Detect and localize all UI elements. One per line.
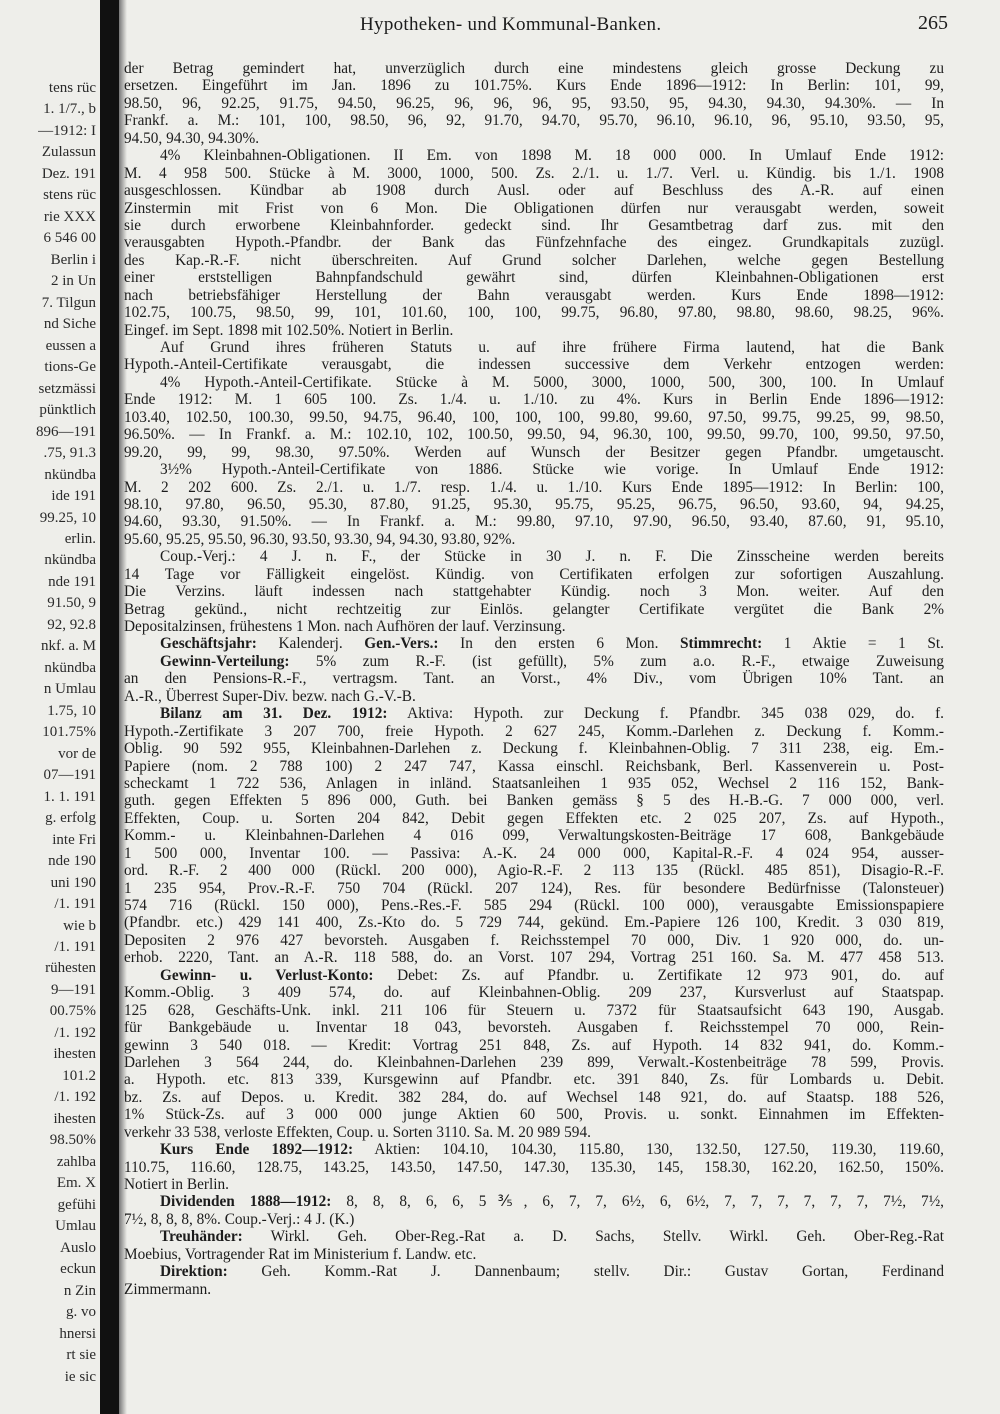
facing-page-text-fragment: zahlba	[56, 1153, 96, 1170]
text-segment: 1 500 000, Inventar 100. — Passiva: A.-K. 24 000 000, Kapital-R.-F. 4 024 954, ausser-	[124, 844, 944, 862]
text-segment: 102.75, 100.75, 98.50, 99, 101, 101.60, 100, 100, 99.75, 96.80, 97.80, 98.80, 98.60, 98.25, 96%.	[124, 304, 944, 322]
text-segment: bz. Zs. auf Depos. u. Kredit. 382 284, do. auf Wechsel 148 921, do. auf Staatsp. 188 526,	[124, 1088, 944, 1106]
text-segment: Ende 1912: M. 1 605 100. Zs. 1./4. u. 1./10. zu 4%. Kurs in Berlin Ende 1896—1912:	[124, 391, 944, 409]
text-line	[124, 1106, 944, 1123]
facing-page-text-fragment: 98.50%	[49, 1132, 96, 1149]
text-line	[124, 845, 944, 862]
facing-page-text-fragment: 2 in Un	[51, 273, 96, 290]
text-line	[124, 234, 944, 251]
text-segment: der Betrag gemindert hat, unverzüglich durch eine mindestens gleich grosse Deckung zu	[124, 60, 944, 77]
facing-page-text-fragment: 00.75%	[49, 1003, 96, 1020]
text-line	[124, 827, 944, 844]
text-segment: 5% zum R.-F. (ist gefüllt), 5% zum a.o. R.-F., etwaige Zuweisung	[289, 652, 944, 670]
text-segment: ausgeschlossen. Kündbar ab 1908 durch Ausl. oder auf Beschluss des A.-R. auf einen	[124, 182, 944, 200]
facing-page-text-fragment: eussen a	[45, 337, 96, 354]
facing-page-text-fragment: Zulassun	[41, 144, 96, 161]
text-segment: für Bankgebäude u. Inventar 18 043, bevorsteh. Ausgaben f. Reichsstempel 70 000, Rein-	[124, 1019, 944, 1037]
section-heading: Treuhänder:	[160, 1228, 243, 1246]
text-segment: 94.60, 93.30, 91.50%. — In Frankf. a. M.: 99.80, 97.10, 97.90, 96.50, 93.40, 87.60, 91, 95.10,	[124, 513, 944, 531]
text-segment: M. 2 202 600. Zs. 2./1. u. 1./7. resp. 1./4. u. 1./10. Kurs Ende 1895—1912: In Berlin: 100,	[124, 478, 944, 496]
section-heading: Gewinn- u. Verlust-Konto:	[160, 966, 374, 984]
text-segment: Moebius, Vortragender Rat im Ministerium f. Landw. etc.	[124, 1245, 477, 1263]
facing-page-text-fragment: stens rüc	[43, 187, 96, 204]
text-segment: 103.40, 102.50, 100.30, 99.50, 94.75, 96.40, 100, 100, 100, 99.80, 99.60, 97.50, 99.75, 99.25, 99, 98.50,	[124, 408, 944, 426]
text-line	[124, 1246, 944, 1263]
text-line	[124, 810, 944, 827]
facing-page-text-fragment: 07—191	[43, 767, 96, 784]
text-segment: Komm.- u. Kleinbahnen-Darlehen 4 016 099, Verwaltungskosten-Beiträge 17 608, Bankgebäude	[124, 827, 944, 845]
facing-page-text-fragment: Auslo	[60, 1239, 96, 1256]
text-line	[124, 566, 944, 583]
text-segment: verkehr 33 538, verloste Effekten, Coup. u. Sorten 3110. Sa. M. 20 989 594.	[124, 1123, 591, 1141]
text-segment: Komm.-Oblig. 3 409 574, do. auf Kleinbahnen-Oblig. 209 237, Kursverlust auf Staatspap.	[124, 984, 944, 1002]
section-heading: Gewinn-Verteilung:	[160, 652, 290, 670]
text-line	[124, 880, 944, 897]
text-line	[124, 1281, 944, 1298]
facing-page-text-fragment: ihesten	[53, 1110, 96, 1127]
facing-page-text-fragment: —1912: I	[38, 122, 96, 139]
facing-page-text-fragment: vor de	[58, 745, 96, 762]
text-line	[124, 723, 944, 740]
facing-page-text-fragment: setzmässi	[38, 380, 96, 397]
text-segment: 1% Stück-Zs. auf 3 000 000 junge Aktien 60 500, Provis. u. sonkt. Einnahmen im Effekten-	[124, 1106, 944, 1124]
text-line	[124, 949, 944, 966]
text-segment: Kalenderj.	[256, 635, 365, 653]
text-line	[124, 409, 944, 426]
facing-page-text-fragment: Em. X	[56, 1175, 96, 1192]
text-line	[124, 426, 944, 443]
facing-page-text-fragment: 91.50, 9	[47, 595, 96, 612]
text-line	[124, 705, 944, 722]
text-line	[124, 479, 944, 496]
facing-page-text-fragment: nkündba	[44, 466, 96, 483]
text-line	[124, 897, 944, 914]
facing-page-text-fragment: .75, 91.3	[43, 445, 96, 462]
text-segment: 96.50%. — In Frankf. a. M.: 102.10, 102, 100.50, 99.50, 94, 96.30, 100, 99.50, 99.70, 100, 99.50, 97.50,	[124, 426, 944, 444]
text-segment: Effekten, Coup. u. Sorten 204 842, Debit gegen Effekten etc. 2 025 207, Zs. auf Hypoth.,	[124, 809, 944, 827]
facing-page-text-fragment: pünktlich	[39, 402, 96, 419]
section-heading: Direktion:	[160, 1263, 228, 1281]
text-segment: Darlehen 3 564 244, do. Kleinbahnen-Darlehen 239 899, Verwalt.-Kostenbeiträge 78 599, Provis.	[124, 1053, 944, 1071]
text-segment: scheckamt 1 722 536, Anlagen in inländ. Staatsanleihen 1 935 052, Wechsel 2 116 152, Bank-	[124, 774, 944, 792]
text-line	[124, 914, 944, 931]
text-line	[124, 792, 944, 809]
text-line	[124, 374, 944, 391]
text-segment: Eingef. im Sept. 1898 mit 102.50%. Notiert in Berlin.	[124, 321, 454, 339]
text-line	[124, 444, 944, 461]
text-line	[124, 1176, 944, 1193]
facing-page-text-fragment: /1. 191	[54, 896, 96, 913]
text-line	[124, 496, 944, 513]
facing-page-text-fragment: erlin.	[64, 530, 96, 547]
text-line	[124, 356, 944, 373]
text-segment: Depositen 2 976 427 bevorsteh. Ausgaben f. Reichsstempel 70 000, Div. 1 920 000, do. un-	[124, 931, 944, 949]
section-heading: Dividenden 1888—1912:	[160, 1193, 332, 1211]
text-line	[124, 1071, 944, 1088]
facing-page-text-fragment: 1. 1. 191	[43, 788, 96, 805]
text-segment: Coup.-Verj.: 4 J. n. F., der Stücke in 30 J. n. F. Die Zinsscheine werden bereits	[160, 548, 944, 566]
text-line	[124, 531, 944, 548]
facing-page-text-fragment: /1. 192	[54, 1024, 96, 1041]
text-segment: Depositalzinsen, frühestens 1 Mon. nach Aufhören der lauf. Verzinsung.	[124, 618, 566, 635]
text-segment: Frankf. a. M.: 101, 100, 98.50, 96, 92, 91.70, 94.70, 95.70, 96.10, 96.10, 96, 95.10, 93.50, 95,	[124, 112, 944, 130]
text-line	[124, 252, 944, 269]
facing-page-fragment	[0, 80, 100, 1400]
text-line	[124, 583, 944, 600]
section-heading: Stimmrecht:	[680, 635, 763, 653]
text-line	[124, 601, 944, 618]
text-line	[124, 1089, 944, 1106]
text-line	[124, 461, 944, 478]
text-segment: an den Pensions-R.-F., vertragsm. Tant. an Vorst., 4% Div., vom Übrigen 10% Tant. an	[124, 670, 944, 688]
text-segment: 8, 8, 8, 6, 6, 5⅗, 6, 7, 7, 6½, 6, 6½, 7, 7, 7, 7, 7, 7, 7½, 7½,	[331, 1193, 944, 1211]
text-line	[124, 688, 944, 705]
facing-page-text-fragment: g. erfolg	[45, 810, 96, 827]
text-line	[124, 513, 944, 530]
facing-page-text-fragment: n Umlau	[43, 681, 96, 698]
text-line	[124, 269, 944, 286]
facing-page-text-fragment: wie b	[63, 917, 96, 934]
facing-page-text-fragment: rühesten	[45, 960, 96, 977]
text-segment: ord. R.-F. 2 400 000 (Rückl. 200 000), Agio-R.-F. 2 113 135 (Rückl. 485 851), Disagio-R.-F.	[124, 862, 944, 880]
text-line	[124, 391, 944, 408]
facing-page-text-fragment: /1. 191	[54, 939, 96, 956]
text-segment: Hypoth.-Anteil-Certifikate verausgabt, die indessen successive dem Verkehr entzogen werden:	[124, 356, 944, 374]
facing-page-text-fragment: inte Fri	[52, 831, 96, 848]
section-heading: Bilanz am 31. Dez. 1912:	[160, 705, 388, 723]
facing-page-text-fragment: tions-Ge	[44, 359, 96, 376]
text-segment: In den ersten 6 Mon.	[438, 635, 681, 653]
text-line	[124, 670, 944, 687]
section-heading: Kurs Ende 1892—1912:	[160, 1141, 354, 1159]
facing-page-text-fragment: nkündba	[44, 552, 96, 569]
text-line	[124, 932, 944, 949]
text-line	[124, 217, 944, 234]
text-line	[124, 339, 944, 356]
facing-page-text-fragment: g. vo	[66, 1304, 96, 1321]
text-line	[124, 1263, 944, 1280]
text-line	[124, 775, 944, 792]
text-segment: 1 Aktie = 1 St.	[762, 635, 944, 653]
text-segment: ersetzen. Eingeführt im Jan. 1896 zu 101.75%. Kurs Ende 1896—1912: In Berlin: 101, 99,	[124, 77, 944, 95]
text-line	[124, 200, 944, 217]
article-body	[124, 60, 944, 1390]
facing-page-text-fragment: nkündba	[44, 659, 96, 676]
text-segment: Aktiva: Hypoth. zur Deckung f. Pfandbr. 345 038 029, do. f.	[387, 705, 944, 723]
text-line	[124, 758, 944, 775]
text-line	[124, 165, 944, 182]
facing-page-text-fragment: Berlin i	[50, 251, 96, 268]
text-segment: Betrag gekünd., nicht rechtzeitig zur Einlös. gelangter Certifikate vergütet die Bank 2%	[124, 600, 944, 618]
section-heading: Gen.-Vers.:	[364, 635, 439, 653]
page-number: 265	[918, 12, 948, 34]
facing-page-text-fragment: 896—191	[36, 423, 96, 440]
text-line	[124, 1019, 944, 1036]
facing-page-text-fragment: ide 191	[51, 488, 96, 505]
text-segment: Zinstermin mit Frist von 6 Mon. Die Obligationen dürfen nur verausgabt werden, soweit	[124, 199, 944, 217]
text-segment: nach betriebsfähiger Herstellung der Bahn verausgabt werden. Kurs Ende 1898—1912:	[124, 286, 944, 304]
text-segment: 95.60, 95.25, 95.50, 96.30, 93.50, 93.30, 94, 94.30, 93.80, 92%.	[124, 530, 516, 548]
text-line	[124, 182, 944, 199]
text-segment: sie durch erworbene Kleinbahnforder. gedeckt sind. Ihr Gesamtbetrag darf zus. mit den	[124, 216, 944, 234]
text-segment: (Pfandbr. etc.) 429 141 400, Zs.-Kto do. 5 729 744, gekünd. Em.-Papiere 126 100, Kredit. 3 030 819,	[124, 914, 944, 932]
text-segment: Debet: Zs. auf Pfandbr. u. Zertifikate 12 973 901, do. auf	[373, 966, 944, 984]
text-segment: Wirkl. Geh. Ober-Reg.-Rat a. D. Sachs, Stellv. Wirkl. Geh. Ober-Reg.-Rat	[242, 1228, 944, 1246]
text-segment: 574 716 (Rückl. 150 000), Pens.-Res.-F. 585 294 (Rückl. 100 000), verausgabte Emissionspapiere	[124, 897, 944, 914]
text-line	[124, 1159, 944, 1176]
text-segment: 98.50, 96, 92.25, 91.75, 94.50, 96.25, 96, 96, 96, 95, 93.50, 95, 94.30, 94.30, 94.30%. — In	[124, 94, 944, 112]
text-segment: guth. gegen Effekten 5 896 000, Guth. bei Banken gemäss § 5 des H.-B.-G. 7 000 000, verl.	[124, 792, 944, 810]
text-line	[124, 322, 944, 339]
text-line	[124, 1141, 944, 1158]
text-segment: des Kap.-R.-F. nicht überschreiten. Auf Grund solcher Darlehen, welche gegen Bestellung	[124, 251, 944, 269]
text-line	[124, 618, 944, 635]
text-segment: gewinn 3 540 018. — Kredit: Vortrag 251 848, Zs. auf Hypoth. 14 832 941, do. Komm.-	[124, 1036, 944, 1054]
facing-page-text-fragment: 101.2	[62, 1067, 96, 1084]
text-line	[124, 77, 944, 94]
facing-page-text-fragment: /1. 192	[54, 1089, 96, 1106]
text-line	[124, 147, 944, 164]
text-segment: 7½, 8, 8, 8, 8%. Coup.-Verj.: 4 J. (K.)	[124, 1210, 355, 1228]
text-segment: 3½% Hypoth.-Anteil-Certifikate von 1886. Stücke wie vorige. In Umlauf Ende 1912:	[160, 461, 944, 479]
text-segment: Auf Grund ihres früheren Statuts u. auf ihre frühere Firma lautend, hat die Bank	[160, 339, 944, 356]
text-segment: 1 235 954, Prov.-R.-F. 750 704 (Rückl. 207 124), Res. für besondere Bedürfnisse (Talonsteuer)	[124, 879, 944, 897]
text-segment: 4% Kleinbahnen-Obligationen. II Em. von 1898 M. 18 000 000. In Umlauf Ende 1912:	[160, 147, 944, 165]
facing-page-text-fragment: 7. Tilgun	[41, 294, 96, 311]
facing-page-text-fragment: nde 191	[48, 573, 96, 590]
text-line	[124, 1124, 944, 1141]
facing-page-text-fragment: n Zin	[63, 1282, 96, 1299]
text-segment: 14 Tage vor Fälligkeit eingelöst. Kündig. von Certifikaten erfolgen zur sofortigen Auszahlung.	[124, 565, 944, 583]
text-line	[124, 1211, 944, 1228]
text-line	[124, 1193, 944, 1210]
facing-page-text-fragment: 92, 92.8	[47, 616, 96, 633]
text-segment: 98.10, 97.80, 96.50, 95.30, 87.80, 91.25, 95.30, 95.75, 95.25, 96.75, 96.50, 93.60, 94, 94.25,	[124, 495, 944, 513]
facing-page-text-fragment: 6 546 00	[43, 230, 96, 247]
facing-page-text-fragment: nkf. a. M	[41, 638, 96, 655]
facing-page-text-fragment: 99.25, 10	[39, 509, 96, 526]
text-segment: verausgabten Hypoth.-Pfandbr. der Bank das Fünfzehnfache des eingez. Grundkapitals zuzügl.	[124, 234, 944, 252]
text-segment: erhob. 2220, Tant. an A.-R. 118 588, do. an Vorst. 107 294, Vortrag 251 160. Sa. M. 477 458 513.	[124, 949, 944, 967]
text-segment: einer erststelligen Bahnpfandschuld gewährt sind, dürfen Kleinbahnen-Obligationen erst	[124, 269, 944, 287]
facing-page-text-fragment: 1. 1/7., b	[43, 101, 96, 118]
facing-page-text-fragment: 101.75%	[42, 724, 96, 741]
text-segment: 125 628, Geschäfts-Unk. inkl. 211 106 für Steuern u. 7372 für Staatsaufsicht 643 190, Ausgab.	[124, 1001, 944, 1019]
text-line	[124, 304, 944, 321]
text-line	[124, 740, 944, 757]
facing-page-text-fragment: hnersi	[59, 1325, 96, 1342]
facing-page-text-fragment: Umlau	[55, 1218, 96, 1235]
text-line	[124, 1037, 944, 1054]
facing-page-text-fragment: 1.75, 10	[47, 702, 96, 719]
text-segment: 99.20, 99, 99, 98.30, 97.50%. Werden auf Wunsch der Besitzer gegen Pfandbr. umgetauscht.	[124, 443, 944, 461]
text-segment: M. 4 958 500. Stücke à M. 3000, 1000, 500. Zs. 2./1. u. 1./7. Verl. u. Kündig. bis 1./1. 1908	[124, 164, 944, 182]
text-segment: Geh. Komm.-Rat J. Dannenbaum; stellv. Dir.: Gustav Gortan, Ferdinand	[227, 1263, 944, 1281]
facing-page-text-fragment: rie XXX	[43, 208, 96, 225]
facing-page-text-fragment: 9—191	[51, 981, 96, 998]
text-segment: Zimmermann.	[124, 1280, 212, 1298]
facing-page-text-fragment: Dez. 191	[41, 165, 96, 182]
facing-page-text-fragment: uni 190	[50, 874, 96, 891]
book-binding-gutter	[100, 0, 119, 1414]
text-line	[124, 635, 944, 652]
text-segment: Notiert in Berlin.	[124, 1176, 229, 1193]
text-line	[124, 60, 944, 77]
facing-page-text-fragment: tens rüc	[48, 80, 96, 96]
text-line	[124, 1054, 944, 1071]
text-segment: 94.50, 94.30, 94.30%.	[124, 129, 260, 147]
facing-page-text-fragment: rt sie	[66, 1347, 96, 1364]
text-segment: Die Verzins. läuft indessen nach stattgehabter Kündig. noch 3 Mon. weiter. Auf den	[124, 583, 944, 601]
facing-page-text-fragment: nd Siche	[43, 316, 96, 333]
section-heading: Geschäftsjahr:	[160, 635, 257, 653]
text-segment: 4% Hypoth.-Anteil-Certifikate. Stücke à M. 5000, 3000, 1000, 500, 300, 100. In Umlauf	[160, 373, 944, 391]
facing-page-text-fragment: ie sic	[64, 1368, 96, 1385]
facing-page-text-fragment: nde 190	[48, 853, 96, 870]
text-line	[124, 287, 944, 304]
text-line	[124, 1002, 944, 1019]
text-line	[124, 130, 944, 147]
text-segment: 110.75, 116.60, 128.75, 143.25, 143.50, 147.50, 147.30, 135.30, 145, 158.30, 162.20, 162.50, 150%.	[124, 1158, 944, 1176]
text-segment: Aktien: 104.10, 104.30, 115.80, 130, 132.50, 127.50, 119.30, 119.60,	[353, 1141, 944, 1159]
text-segment: Oblig. 90 592 955, Kleinbahnen-Darlehen z. Deckung f. Kleinbahnen-Oblig. 7 311 238, eig. Em.-	[124, 740, 944, 758]
text-segment: A.-R., Überrest Super-Div. bezw. nach G.-V.-B.	[124, 687, 416, 705]
text-segment: Hypoth.-Zertifikate 3 207 700, freie Hypoth. 2 627 245, Komm.-Darlehen z. Deckung f. Komm.-	[124, 722, 944, 740]
text-line	[124, 112, 944, 129]
text-line	[124, 548, 944, 565]
text-segment: Papiere (nom. 2 788 100) 2 247 747, Kassa einschl. Reichsbank, Berl. Kassenverein u. Post-	[124, 757, 944, 775]
text-line	[124, 1228, 944, 1245]
text-line	[124, 984, 944, 1001]
text-segment: a. Hypoth. etc. 813 339, Kursgewinn auf Pfandbr. etc. 391 840, Zs. für Lombards u. Debit.	[124, 1071, 944, 1089]
facing-page-text-fragment: ihesten	[53, 1046, 96, 1063]
text-line	[124, 653, 944, 670]
text-line	[124, 95, 944, 112]
facing-page-text-fragment: gefühi	[57, 1196, 96, 1213]
text-line	[124, 967, 944, 984]
facing-page-text-fragment: eckun	[60, 1261, 96, 1278]
text-line	[124, 862, 944, 879]
running-header-title: Hypotheken- und Kommunal-Banken.	[360, 14, 662, 35]
